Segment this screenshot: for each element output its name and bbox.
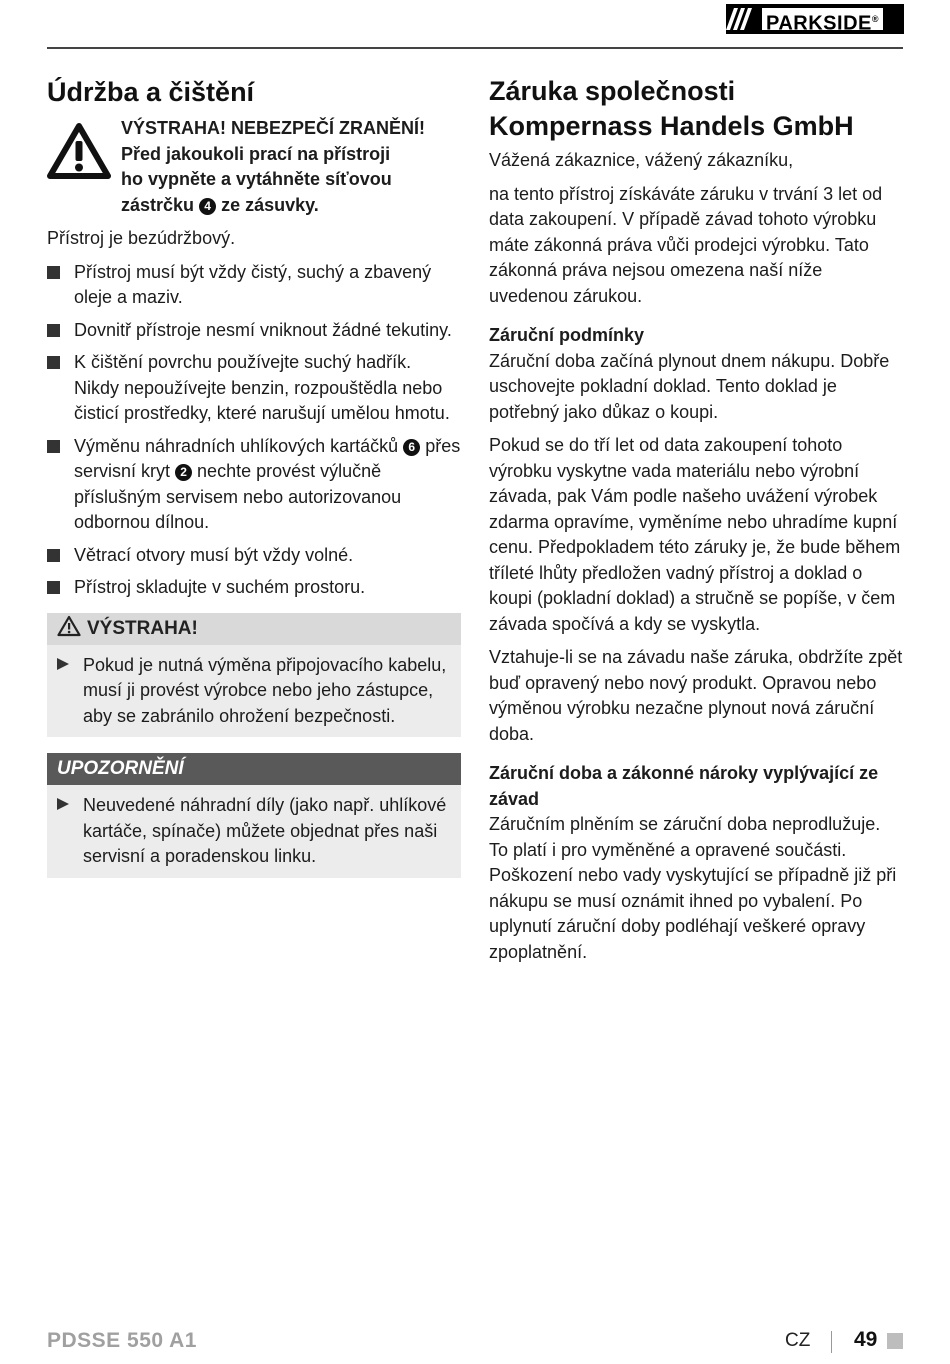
spare-parts-note-box [47, 753, 461, 878]
injury-warning [47, 116, 461, 218]
left-column [47, 74, 461, 878]
list-item: Přístroj skladujte v suchém prostoru. [47, 575, 461, 601]
list-item: K čištění povrchu používejte suchý hadřík. Nikdy nepoužívejte benzin, rozpouštědla nebo čisticí prostředky, které narušují umělou hmotu. [47, 350, 461, 427]
header-rule [47, 47, 903, 49]
part-number-badge: 6 [403, 439, 420, 456]
footer-model: PDSSE 550 A1 [47, 1329, 197, 1352]
warranty-title: Záruka společnosti Kompernass Handels GmbH [489, 76, 854, 141]
warranty-paragraph: Pokud se do tří let od data zakoupení tohoto výrobku vyskytne vada materiálu nebo výrobní závada, pak Vám podle našeho uvážení výrobek zdarma opravíme, vyměníme nebo uhradíme kupní cenu. Předpokladem této záruky je, že bude během tříleté lhůty předložen vadný přístroj a doklad o koupi (pokladní doklad) a stručně se popíše, v čem závada spočívá a kdy se vyskytla. [489, 435, 901, 634]
warning-triangle-icon [47, 116, 113, 218]
note-header: UPOZORNĚNÍ [47, 753, 461, 785]
logo-wordmark: PARKSIDE® [762, 8, 883, 30]
list-item: Dovnitř přístroje nesmí vniknout žádné tekutiny. [47, 318, 461, 344]
note-item: Neuvedené náhradní díly (jako např. uhlíkové kartáče, spínače) můžete objednat přes naši servisní a poradenskou linku. [47, 785, 461, 870]
warranty-conditions-heading: Záruční podmínky [489, 325, 645, 345]
cable-warning-header [47, 613, 461, 645]
small-warning-triangle-icon [57, 615, 81, 643]
warning-line: zástrčku 4 ze zásuvky. [121, 194, 319, 215]
footer-language: CZ [785, 1330, 811, 1351]
warranty-period-heading: Záruční doba a zákonné nároky vyplývající ze závad [489, 763, 879, 809]
salutation: Vážená zákaznice, vážený zákazníku, [489, 150, 794, 170]
cable-warning-title: VÝSTRAHA! [87, 617, 198, 639]
footer-square-marker [887, 1333, 903, 1349]
cable-warning-item: Pokud je nutná výměna připojovacího kabelu, musí ji provést výrobce nebo jeho zástupce, aby se zabránilo ohrožení bezpečnosti. [47, 645, 461, 730]
maintenance-free-text: Přístroj je bezúdržbový. [47, 228, 236, 248]
arrow-bullet-icon [57, 658, 69, 670]
part-number-badge: 4 [199, 198, 216, 215]
arrow-bullet-icon [57, 798, 69, 810]
warranty-paragraph: Záruční doba začíná plynout dnem nákupu. Dobře uschovejte pokladní doklad. Tento doklad je potřebný jako důkaz o koupi. [489, 350, 890, 422]
page-number: 49 [854, 1328, 878, 1351]
warning-line: ho vypněte a vytáhněte síťovou [121, 169, 392, 189]
list-item: Větrací otvory musí být vždy volné. [47, 543, 461, 569]
list-item: Výměnu náhradních uhlíkových kartáčků 6 přes servisní kryt 2 nechte provést výlučně příslušným servisem nebo autorizovanou odbornou dílnou. [47, 434, 461, 536]
warranty-paragraph: Vztahuje-li se na závadu naše záruka, obdržíte zpět buď opravený nebo nový produkt. Opravou nebo výměnou výrobku nezačne plynout nová záruční doba. [489, 647, 903, 744]
footer-separator [831, 1331, 832, 1353]
injury-warning-text [113, 116, 425, 218]
warranty-intro: na tento přístroj získáváte záruku v trvání 3 let od data zakoupení. V případě závad tohoto výrobku máte zákonná práva vůči prodejci výrobku. Tato zákonná práva nejsou omezena naší níže uvedenou zárukou. [489, 183, 883, 306]
maintenance-title: Údržba a čištění [47, 77, 255, 107]
warranty-paragraph: Záručním plněním se záruční doba neprodlužuje. To platí i pro vyměněné a opravené součásti. Poškození nebo vady vyskytující se případně již při nákupu se musí oznámit ihned po vybalení. Po uplynutí záruční doby podléhají veškeré opravy zpoplatnění. [489, 814, 897, 962]
cable-warning-box [47, 613, 461, 738]
parkside-logo [726, 4, 904, 34]
logo-stripes [726, 4, 760, 34]
warning-line: Před jakoukoli prací na přístroji [121, 143, 391, 164]
maintenance-list [47, 260, 461, 601]
list-item: Přístroj musí být vždy čistý, suchý a zbavený oleje a maziv. [47, 260, 461, 311]
right-column [489, 74, 903, 965]
part-number-badge: 2 [175, 464, 192, 481]
warning-line: VÝSTRAHA! NEBEZPEČÍ ZRANĚNÍ! [121, 118, 426, 138]
